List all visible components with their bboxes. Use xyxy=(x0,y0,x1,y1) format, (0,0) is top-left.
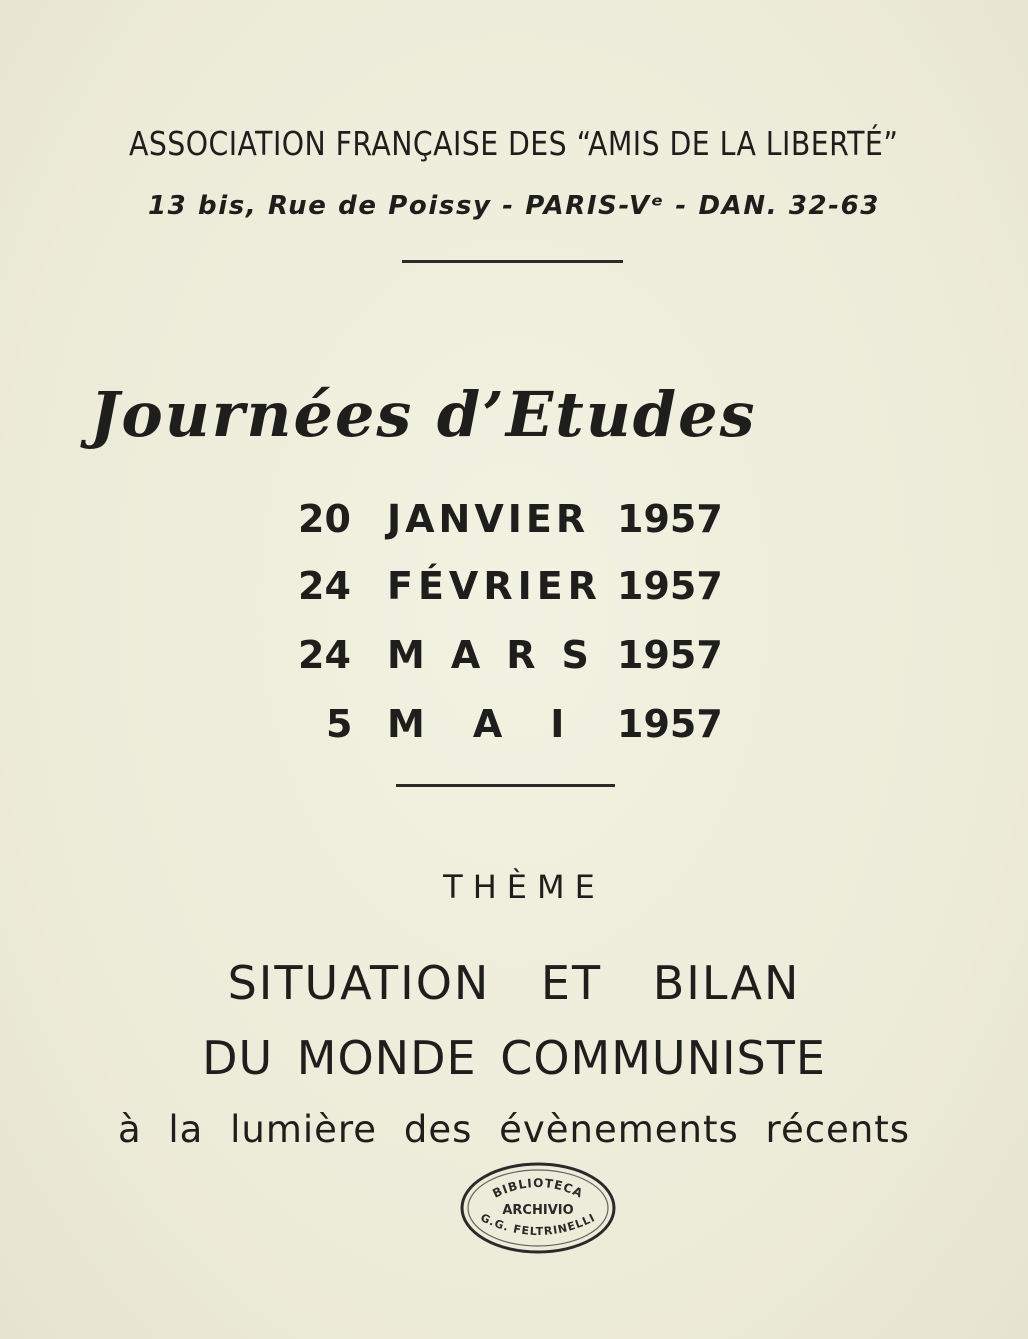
date-day: 24 xyxy=(298,564,351,608)
svg-text:BIBLIOTECA xyxy=(490,1176,585,1201)
theme-subtitle: à la lumière des évènements récents xyxy=(117,1108,911,1151)
date-month: MARS xyxy=(387,633,615,677)
date-day: 20 xyxy=(298,497,351,541)
organization-name: ASSOCIATION FRANÇAISE DES “AMIS DE LA LIBERTÉ” xyxy=(128,124,899,163)
stamp-text-top: BIBLIOTECA xyxy=(490,1175,586,1201)
date-day: 24 xyxy=(298,633,351,677)
date-year: 1957 xyxy=(617,497,723,541)
stamp-text-middle: ARCHIVIO xyxy=(502,1203,574,1218)
date-year: 1957 xyxy=(617,702,723,746)
date-day: 5 xyxy=(326,702,353,746)
divider-middle xyxy=(396,784,615,787)
date-row xyxy=(0,564,1028,614)
event-title: Journées d’Etudes xyxy=(90,378,757,451)
date-month: FÉVRIER xyxy=(387,564,602,608)
stamp-text-bottom: G.G. FELTRINELLI xyxy=(478,1211,598,1239)
theme-title-line-2: DU MONDE COMMUNISTE xyxy=(202,1031,826,1085)
theme-title-line-1: SITUATION ET BILAN xyxy=(227,956,801,1010)
theme-label: THÈME xyxy=(443,868,605,906)
date-month: JANVIER xyxy=(387,497,590,541)
library-stamp xyxy=(458,1160,618,1256)
divider-top xyxy=(402,260,623,263)
date-month: MAI xyxy=(387,702,613,746)
date-row xyxy=(0,633,1028,683)
organization-address: 13 bis, Rue de Poissy - PARIS-Vᵉ - DAN. 32-63 xyxy=(147,191,880,221)
date-row xyxy=(0,702,1028,752)
date-year: 1957 xyxy=(617,564,723,608)
date-year: 1957 xyxy=(617,633,723,677)
date-row xyxy=(0,497,1028,547)
